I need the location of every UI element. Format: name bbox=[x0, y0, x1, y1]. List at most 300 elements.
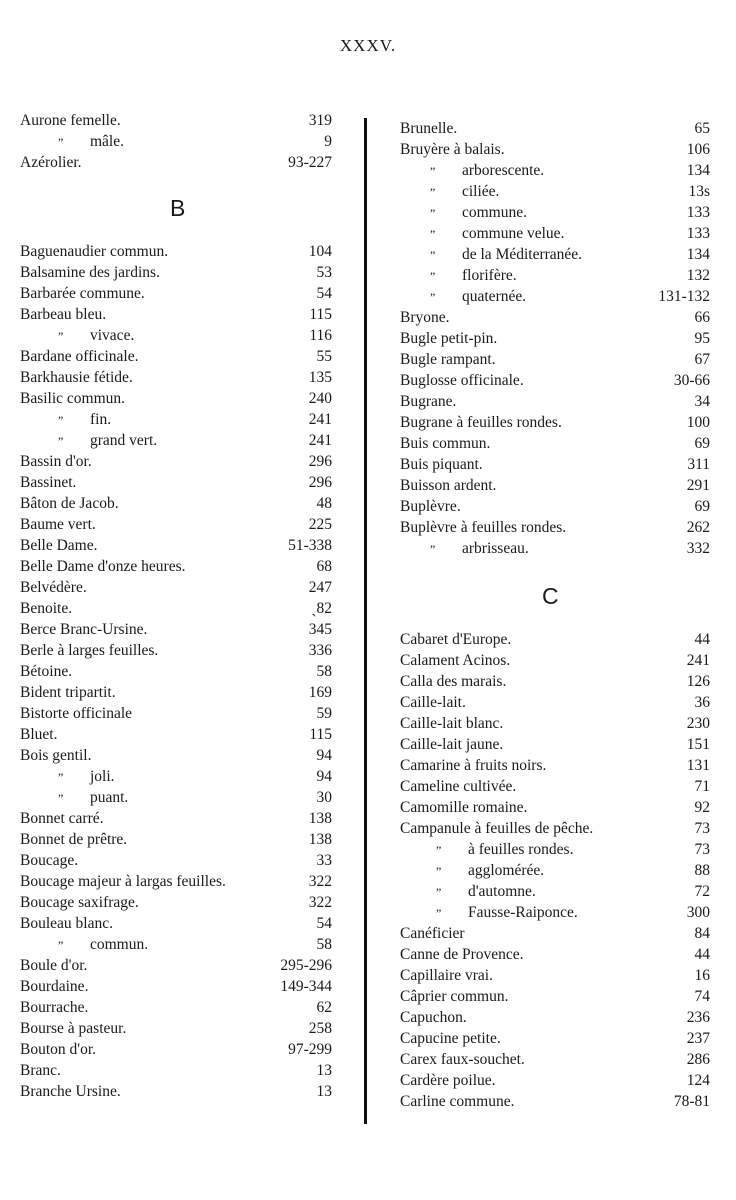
index-entry bbox=[20, 850, 332, 871]
index-entry bbox=[400, 370, 710, 391]
entry-name bbox=[400, 349, 496, 370]
entry-page: 291 bbox=[686, 477, 710, 494]
entry-label: commun. bbox=[90, 936, 149, 953]
entry-name bbox=[20, 262, 160, 283]
entry-label: Fausse-Raiponce. bbox=[468, 904, 578, 921]
entry-label: Bugrane. bbox=[400, 393, 457, 410]
entry-label: Belle Dame d'onze heures. bbox=[20, 558, 186, 575]
entry-name bbox=[400, 475, 496, 496]
entry-name bbox=[400, 244, 582, 266]
entry-page: 241 bbox=[686, 652, 710, 669]
ditto-mark: ” bbox=[58, 135, 64, 149]
entry-label: commune. bbox=[462, 204, 527, 221]
index-entry bbox=[400, 839, 710, 860]
entry-label: Caille-lait jaune. bbox=[400, 736, 504, 753]
entry-name bbox=[20, 619, 147, 640]
entry-label: Berle à larges feuilles. bbox=[20, 642, 159, 659]
page-number: XXXV. bbox=[339, 36, 397, 55]
index-entry bbox=[400, 881, 710, 902]
entry-label: Caille-lait blanc. bbox=[400, 715, 504, 732]
entry-label: vivace. bbox=[90, 327, 135, 344]
entry-name bbox=[20, 556, 185, 577]
index-entry bbox=[400, 797, 710, 818]
index-entry bbox=[20, 661, 332, 682]
index-entry bbox=[400, 1049, 710, 1070]
index-entry bbox=[400, 349, 710, 370]
entry-name bbox=[20, 430, 157, 452]
entry-page: 131-132 bbox=[658, 288, 710, 305]
index-entry bbox=[400, 692, 710, 713]
entry-label: Bassinet. bbox=[20, 474, 77, 491]
entry-name bbox=[20, 409, 111, 431]
entry-label: Bident tripartit. bbox=[20, 684, 116, 701]
index-entry bbox=[20, 241, 332, 262]
entry-name bbox=[20, 304, 106, 325]
entry-label: fin. bbox=[90, 411, 112, 428]
entry-page: 319 bbox=[308, 112, 332, 129]
entry-label: Bonnet de prêtre. bbox=[20, 831, 128, 848]
entry-name bbox=[400, 517, 566, 538]
index-list-b-right bbox=[400, 118, 710, 559]
entry-label: Bonnet carré. bbox=[20, 810, 104, 827]
index-entry bbox=[400, 1070, 710, 1091]
index-entry bbox=[20, 1039, 332, 1060]
entry-page: 69 bbox=[694, 498, 710, 515]
entry-page: 134 bbox=[686, 246, 710, 263]
index-entry bbox=[400, 118, 710, 139]
entry-page: 54 bbox=[316, 285, 332, 302]
index-entry bbox=[400, 629, 710, 650]
entry-label: Câprier commun. bbox=[400, 988, 509, 1005]
ditto-mark: ” bbox=[58, 434, 64, 448]
entry-label: Branc. bbox=[20, 1062, 61, 1079]
entry-label: Canne de Provence. bbox=[400, 946, 524, 963]
entry-page: 322 bbox=[308, 873, 332, 890]
entry-page: 247 bbox=[308, 579, 332, 596]
index-entry bbox=[20, 110, 332, 131]
entry-label: Buisson ardent. bbox=[400, 477, 497, 494]
entry-label: Buglosse officinale. bbox=[400, 372, 524, 389]
entry-page: 68 bbox=[316, 558, 332, 575]
index-list-b-left bbox=[20, 241, 332, 1102]
entry-name bbox=[20, 1039, 96, 1060]
entry-name bbox=[400, 671, 506, 692]
entry-page: 132 bbox=[686, 267, 710, 284]
entry-label: Bugle rampant. bbox=[400, 351, 496, 368]
entry-name bbox=[20, 997, 88, 1018]
index-entry bbox=[400, 986, 710, 1007]
index-entry bbox=[20, 493, 332, 514]
index-entry bbox=[20, 514, 332, 535]
entry-name bbox=[400, 391, 456, 412]
entry-label: grand vert. bbox=[90, 432, 158, 449]
entry-page: 93-227 bbox=[288, 154, 332, 171]
entry-page: 133 bbox=[686, 204, 710, 221]
index-entry bbox=[20, 388, 332, 409]
index-entry bbox=[20, 304, 332, 325]
entry-name bbox=[20, 152, 82, 173]
entry-label: Cabaret d'Europe. bbox=[400, 631, 512, 648]
entry-name bbox=[20, 283, 145, 304]
entry-name bbox=[400, 734, 503, 755]
index-entry bbox=[400, 307, 710, 328]
entry-page: 51-338 bbox=[288, 537, 332, 554]
entry-label: Bugrane à feuilles rondes. bbox=[400, 414, 562, 431]
entry-name bbox=[400, 755, 546, 776]
column-divider bbox=[364, 118, 367, 1124]
entry-page: 300 bbox=[686, 904, 710, 921]
entry-name bbox=[400, 223, 564, 245]
entry-page: 133 bbox=[686, 225, 710, 242]
index-entry bbox=[20, 367, 332, 388]
entry-label: Caille-lait. bbox=[400, 694, 466, 711]
index-list-a bbox=[20, 110, 332, 173]
entry-name bbox=[20, 766, 115, 788]
entry-page: 126 bbox=[686, 673, 710, 690]
entry-label: quaternée. bbox=[462, 288, 527, 305]
entry-name bbox=[20, 598, 72, 619]
entry-name bbox=[400, 139, 505, 160]
entry-label: Basilic commun. bbox=[20, 390, 126, 407]
entry-label: ciliée. bbox=[462, 183, 500, 200]
entry-page: 74 bbox=[694, 988, 710, 1005]
index-entry bbox=[20, 892, 332, 913]
entry-page: 100 bbox=[686, 414, 710, 431]
index-entry bbox=[20, 871, 332, 892]
entry-name bbox=[20, 850, 78, 871]
entry-page: 59 bbox=[316, 705, 332, 722]
entry-label: Brunelle. bbox=[400, 120, 458, 137]
entry-name bbox=[400, 412, 562, 433]
entry-page: 332 bbox=[686, 540, 710, 557]
entry-name bbox=[20, 745, 91, 766]
entry-page: 95 bbox=[694, 330, 710, 347]
ditto-mark: ” bbox=[430, 290, 436, 304]
entry-label: puant. bbox=[90, 789, 129, 806]
entry-page: 71 bbox=[694, 778, 710, 795]
entry-label: Bourse à pasteur. bbox=[20, 1020, 127, 1037]
entry-page: 44 bbox=[694, 631, 710, 648]
entry-label: Belle Dame. bbox=[20, 537, 98, 554]
index-entry bbox=[20, 451, 332, 472]
entry-label: Buplèvre à feuilles rondes. bbox=[400, 519, 567, 536]
entry-label: Barbarée commune. bbox=[20, 285, 145, 302]
entry-name bbox=[400, 160, 544, 182]
entry-page: 135 bbox=[308, 369, 332, 386]
index-entry bbox=[20, 152, 332, 173]
index-entry bbox=[20, 619, 332, 640]
entry-label: d'automne. bbox=[468, 883, 536, 900]
entry-page: 73 bbox=[694, 841, 710, 858]
entry-name bbox=[400, 538, 529, 560]
entry-page: 33 bbox=[316, 852, 332, 869]
entry-page: 258 bbox=[308, 1020, 332, 1037]
entry-label: Buis piquant. bbox=[400, 456, 483, 473]
entry-page: 78-81 bbox=[673, 1093, 710, 1110]
entry-label: Barkhausie fétide. bbox=[20, 369, 133, 386]
entry-label: Barbeau bleu. bbox=[20, 306, 107, 323]
index-entry bbox=[20, 976, 332, 997]
entry-label: Bourdaine. bbox=[20, 978, 89, 995]
entry-name bbox=[400, 1091, 515, 1112]
entry-page: 16 bbox=[694, 967, 710, 984]
index-entry bbox=[400, 286, 710, 307]
entry-label: Bâton de Jacob. bbox=[20, 495, 119, 512]
entry-name bbox=[400, 629, 511, 650]
index-entry bbox=[400, 391, 710, 412]
entry-page: 241 bbox=[308, 432, 332, 449]
entry-label: Bouton d'or. bbox=[20, 1041, 96, 1058]
entry-page: 237 bbox=[686, 1030, 710, 1047]
entry-label: Azérolier. bbox=[20, 154, 82, 171]
entry-label: florifère. bbox=[462, 267, 517, 284]
entry-page: 241 bbox=[308, 411, 332, 428]
index-entry bbox=[400, 265, 710, 286]
index-entry bbox=[20, 703, 332, 724]
entry-label: Bétoine. bbox=[20, 663, 73, 680]
entry-page: 322 bbox=[308, 894, 332, 911]
index-entry bbox=[400, 734, 710, 755]
index-entry bbox=[20, 283, 332, 304]
entry-label: Canéficier bbox=[400, 925, 465, 942]
ditto-mark: ” bbox=[430, 269, 436, 283]
entry-page: 94 bbox=[316, 747, 332, 764]
entry-name bbox=[400, 776, 516, 797]
entry-page: 124 bbox=[686, 1072, 710, 1089]
entry-name bbox=[400, 265, 517, 287]
ditto-mark: ” bbox=[430, 185, 436, 199]
entry-name bbox=[400, 902, 578, 924]
entry-name bbox=[20, 724, 57, 745]
entry-page: 115 bbox=[309, 726, 332, 743]
index-entry bbox=[20, 577, 332, 598]
entry-label: Bassin d'or. bbox=[20, 453, 92, 470]
entry-page: 13s bbox=[688, 183, 710, 200]
entry-page: 240 bbox=[308, 390, 332, 407]
entry-name bbox=[20, 346, 139, 367]
entry-page: 66 bbox=[694, 309, 710, 326]
entry-label: Bryone. bbox=[400, 309, 450, 326]
entry-label: Boucage. bbox=[20, 852, 79, 869]
index-entry bbox=[400, 1091, 710, 1112]
entry-name bbox=[20, 913, 113, 934]
index-entry bbox=[400, 538, 710, 559]
entry-name bbox=[20, 131, 124, 153]
entry-name bbox=[20, 1081, 121, 1102]
entry-page: 58 bbox=[316, 663, 332, 680]
entry-label: Camomille romaine. bbox=[400, 799, 528, 816]
section-letter-b: B bbox=[170, 195, 186, 221]
index-entry bbox=[400, 650, 710, 671]
entry-page: ˏ82 bbox=[311, 600, 332, 617]
entry-name bbox=[20, 325, 134, 347]
entry-page: 58 bbox=[316, 936, 332, 953]
entry-page: 44 bbox=[694, 946, 710, 963]
index-entry bbox=[400, 1028, 710, 1049]
ditto-mark: ” bbox=[430, 206, 436, 220]
entry-label: Cardère poilue. bbox=[400, 1072, 496, 1089]
index-entry bbox=[400, 902, 710, 923]
entry-label: Balsamine des jardins. bbox=[20, 264, 160, 281]
entry-name bbox=[20, 892, 139, 913]
entry-page: 53 bbox=[316, 264, 332, 281]
entry-label: Branche Ursine. bbox=[20, 1083, 121, 1100]
index-entry bbox=[20, 131, 332, 152]
entry-name bbox=[20, 1018, 126, 1039]
index-entry bbox=[400, 923, 710, 944]
entry-name bbox=[400, 713, 503, 734]
index-entry bbox=[400, 755, 710, 776]
ditto-mark: ” bbox=[58, 938, 64, 952]
entry-name bbox=[20, 367, 133, 388]
entry-name bbox=[20, 976, 88, 997]
section-letter-c: C bbox=[542, 583, 559, 609]
ditto-mark: ” bbox=[430, 542, 436, 556]
entry-label: commune velue. bbox=[462, 225, 565, 242]
index-entry bbox=[400, 244, 710, 265]
index-entry bbox=[400, 412, 710, 433]
index-entry bbox=[400, 223, 710, 244]
entry-page: 262 bbox=[686, 519, 710, 536]
entry-page: 92 bbox=[694, 799, 710, 816]
index-entry bbox=[400, 433, 710, 454]
entry-name bbox=[20, 493, 119, 514]
entry-label: Bruyère à balais. bbox=[400, 141, 505, 158]
entry-page: 149-344 bbox=[280, 978, 332, 995]
entry-name bbox=[400, 1070, 496, 1091]
entry-page: 54 bbox=[316, 915, 332, 932]
entry-name bbox=[20, 871, 226, 892]
entry-label: Bardane officinale. bbox=[20, 348, 139, 365]
entry-label: Boule d'or. bbox=[20, 957, 88, 974]
entry-name bbox=[400, 286, 526, 308]
entry-label: Bugle petit-pin. bbox=[400, 330, 498, 347]
index-entry bbox=[400, 517, 710, 538]
entry-label: Berce Branc-Ursine. bbox=[20, 621, 148, 638]
entry-page: 62 bbox=[316, 999, 332, 1016]
entry-name bbox=[20, 682, 116, 703]
entry-label: agglomérée. bbox=[468, 862, 545, 879]
entry-page: 34 bbox=[694, 393, 710, 410]
entry-page: 69 bbox=[694, 435, 710, 452]
index-entry bbox=[400, 818, 710, 839]
entry-page: 286 bbox=[686, 1051, 710, 1068]
ditto-mark: ” bbox=[430, 227, 436, 241]
entry-label: Bois gentil. bbox=[20, 747, 92, 764]
entry-label: Bluet. bbox=[20, 726, 58, 743]
entry-name bbox=[20, 787, 128, 809]
ditto-mark: ” bbox=[436, 864, 442, 878]
entry-label: Capuchon. bbox=[400, 1009, 467, 1026]
index-entry bbox=[20, 1081, 332, 1102]
entry-label: Buis commun. bbox=[400, 435, 491, 452]
entry-label: Boucage majeur à largas feuilles. bbox=[20, 873, 226, 890]
entry-page: 9 bbox=[324, 133, 332, 150]
index-column-left bbox=[20, 110, 332, 1102]
entry-page: 67 bbox=[694, 351, 710, 368]
entry-page: 94 bbox=[316, 768, 332, 785]
index-entry bbox=[20, 598, 332, 619]
entry-name bbox=[400, 370, 524, 391]
entry-label: Buplèvre. bbox=[400, 498, 461, 515]
entry-name bbox=[400, 881, 536, 903]
entry-page: 106 bbox=[686, 141, 710, 158]
entry-label: à feuilles rondes. bbox=[468, 841, 574, 858]
entry-page: 225 bbox=[308, 516, 332, 533]
entry-name bbox=[400, 986, 508, 1007]
index-entry bbox=[20, 955, 332, 976]
entry-page: 236 bbox=[686, 1009, 710, 1026]
index-entry bbox=[400, 475, 710, 496]
index-entry bbox=[400, 496, 710, 517]
entry-page: 115 bbox=[309, 306, 332, 323]
entry-label: Cameline cultivée. bbox=[400, 778, 517, 795]
entry-name bbox=[20, 1060, 61, 1081]
entry-name bbox=[400, 1007, 467, 1028]
entry-page: 65 bbox=[694, 120, 710, 137]
entry-page: 296 bbox=[308, 474, 332, 491]
entry-page: 116 bbox=[309, 327, 332, 344]
entry-name bbox=[20, 703, 132, 724]
entry-page: 169 bbox=[308, 684, 332, 701]
entry-name bbox=[20, 808, 104, 829]
ditto-mark: ” bbox=[58, 413, 64, 427]
entry-page: 134 bbox=[686, 162, 710, 179]
entry-page: 138 bbox=[308, 810, 332, 827]
entry-name bbox=[400, 818, 593, 839]
ditto-mark: ” bbox=[430, 164, 436, 178]
entry-name bbox=[400, 923, 465, 944]
entry-name bbox=[20, 451, 92, 472]
entry-name bbox=[400, 650, 510, 671]
entry-name bbox=[20, 577, 87, 598]
index-entry bbox=[20, 808, 332, 829]
entry-name bbox=[400, 118, 457, 139]
entry-name bbox=[400, 328, 497, 349]
entry-label: Benoite. bbox=[20, 600, 73, 617]
index-entry bbox=[20, 535, 332, 556]
entry-name bbox=[20, 110, 121, 131]
index-entry bbox=[400, 181, 710, 202]
ditto-mark: ” bbox=[58, 791, 64, 805]
entry-name bbox=[400, 860, 544, 882]
entry-label: Baume vert. bbox=[20, 516, 96, 533]
entry-page: 295-296 bbox=[280, 957, 332, 974]
index-entry bbox=[20, 325, 332, 346]
index-column-right bbox=[400, 118, 710, 1112]
entry-label: Campanule à feuilles de pêche. bbox=[400, 820, 594, 837]
index-entry bbox=[20, 556, 332, 577]
entry-label: Calament Acinos. bbox=[400, 652, 511, 669]
entry-label: Carline commune. bbox=[400, 1093, 515, 1110]
entry-label: Calla des marais. bbox=[400, 673, 507, 690]
entry-name bbox=[20, 934, 148, 956]
entry-name bbox=[20, 241, 168, 262]
entry-label: Capucine petite. bbox=[400, 1030, 501, 1047]
index-entry bbox=[20, 1018, 332, 1039]
entry-page: 104 bbox=[308, 243, 332, 260]
entry-page: 48 bbox=[316, 495, 332, 512]
index-entry bbox=[400, 671, 710, 692]
entry-label: arborescente. bbox=[462, 162, 545, 179]
ditto-mark: ” bbox=[58, 770, 64, 784]
entry-page: 311 bbox=[687, 456, 710, 473]
entry-name bbox=[400, 496, 461, 517]
entry-page: 30-66 bbox=[673, 372, 710, 389]
index-entry bbox=[20, 409, 332, 430]
entry-name bbox=[20, 640, 158, 661]
entry-label: de la Méditerranée. bbox=[462, 246, 583, 263]
